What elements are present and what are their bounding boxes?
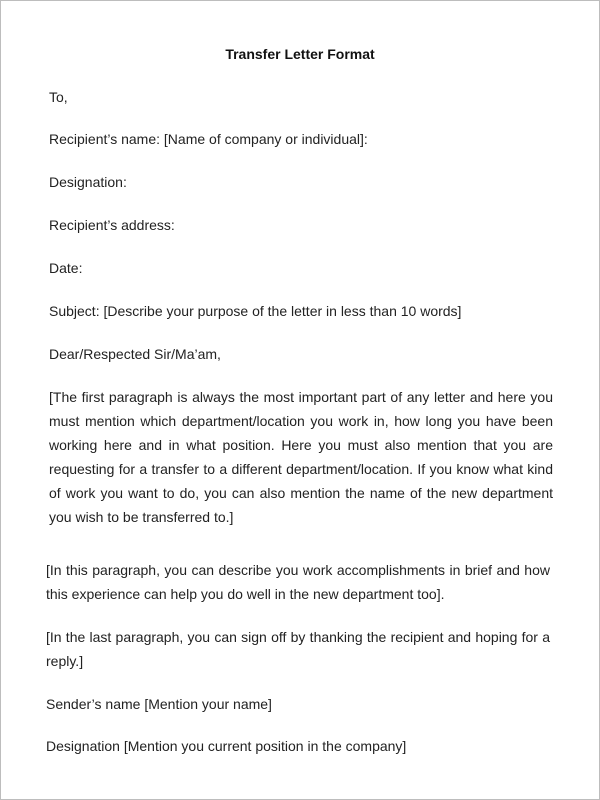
paragraph-line: must mention which department/location you work in, how long you have been [49,413,553,429]
to-line: To, [49,89,68,105]
paragraph-line: [The first paragraph is always the most important part of any letter and here you [49,389,553,405]
sender-name-line: Sender’s name [Mention your name] [46,696,272,712]
recipient-address-line: Recipient’s address: [49,217,175,233]
paragraph-line: [In this paragraph, you can describe you work accomplishments in brief and how [46,562,550,578]
document-title: Transfer Letter Format [225,46,375,62]
paragraph-line: reply.] [46,653,84,669]
paragraph-line: you wish to be transferred to.] [49,509,234,525]
salutation: Dear/Respected Sir/Ma’am, [49,346,221,362]
paragraph-line: working here and in what position. Here you must also mention that you are [49,437,553,453]
recipient-name-line: Recipient’s name: [Name of company or individual]: [49,131,368,147]
paragraph-line: of work you want to do, you can also mention the name of the new department [49,485,553,501]
date-line: Date: [49,260,83,276]
paragraph-line: requesting for a transfer to a different department/location. If you know what kind [49,461,553,477]
subject-line: Subject: [Describe your purpose of the letter in less than 10 words] [49,303,462,319]
designation-line: Designation: [49,174,127,190]
sender-designation-line: Designation [Mention you current position in the company] [46,738,407,754]
paragraph-line: [In the last paragraph, you can sign off by thanking the recipient and hoping for a [46,629,550,645]
paragraph-line: this experience can help you do well in the new department too]. [46,586,445,602]
